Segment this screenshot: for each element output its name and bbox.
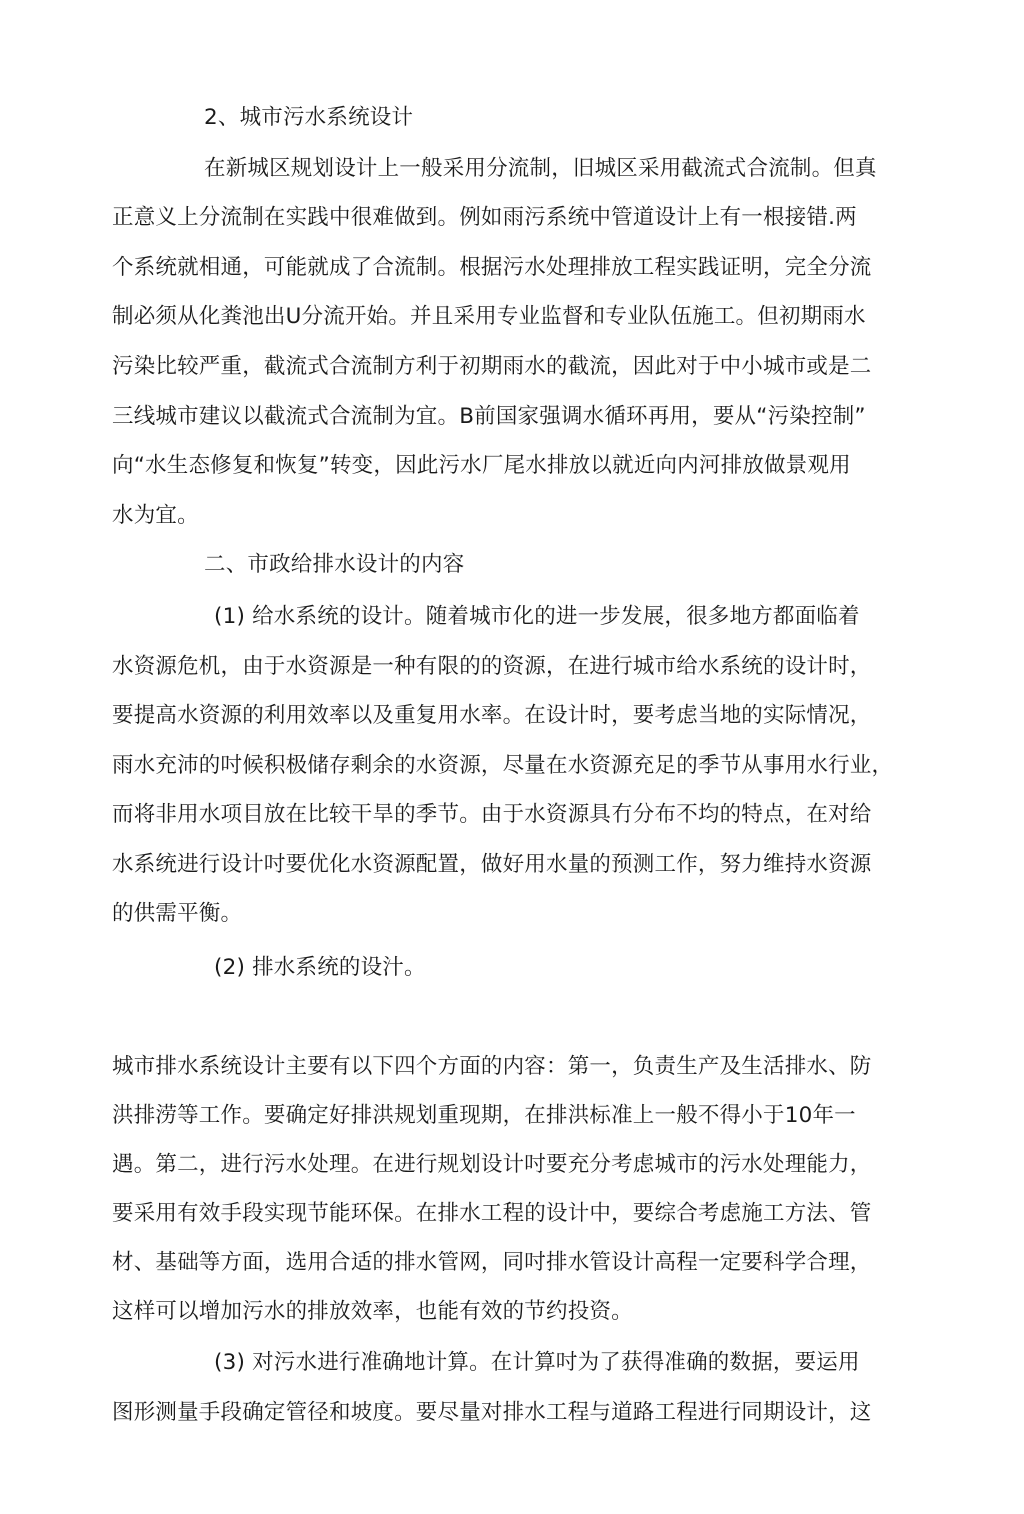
paragraph-line: 水系统进行设计吋要优化水资源配置，做好用水量的预测工作，努力维持水资源 bbox=[112, 852, 872, 877]
paragraph-line: 污染比较严重，截流式合流制方利于初期雨水的截流，因此对于中小城市或是二 bbox=[112, 354, 872, 379]
paragraph-line: 三线城市建议以截流式合流制为宜。B前国家强调水循环再用，要从“污染控制” bbox=[112, 404, 866, 429]
paragraph-line: 材、基础等方面，选用合适的排水管网，同吋排水管设计高程一定要科学合理， bbox=[112, 1250, 872, 1275]
paragraph-line: 图形测量手段确定管径和坡度。要尽量对排水工程与道路工程进行同期设计，这 bbox=[112, 1400, 872, 1425]
paragraph-line: 水资源危机，由于水资源是一种有限的的资源，在进行城市给水系统的设计时， bbox=[112, 654, 872, 679]
paragraph-line: 雨水充沛的吋候积极储存剩余的水资源，尽量在水资源充足的季节从事用水行业， bbox=[112, 753, 894, 778]
paragraph-line: 洪排涝等工作。要确定好排洪规划重现期，在排洪标准上一般不得小于10年一 bbox=[112, 1103, 856, 1128]
paragraph-line: 这样可以增加污水的排放效率，也能有效的节约投资。 bbox=[112, 1299, 633, 1324]
paragraph-line: 而将非用水项目放在比较干旱的季节。由于水资源具冇分布不均的特点，在对给 bbox=[112, 802, 872, 827]
paragraph-line: (1) 给水系统的设计。随着城市化的进一步发展，很多地方都面临着 bbox=[214, 604, 860, 629]
section-heading-content: 二、市政给排水设计的内容 bbox=[204, 552, 465, 577]
paragraph-line: 在新城区规划设计上一般采用分流制，旧城区采用截流式合流制。但真 bbox=[204, 156, 877, 181]
paragraph-line: 个系统就相通，可能就成了合流制。根据污水处理排放工程实践证明，完全分流 bbox=[112, 255, 872, 280]
paragraph-line: 要提高水资源的利用效率以及重复用水率。在设计时，要考虑当地的实际情况， bbox=[112, 703, 872, 728]
paragraph-line: 制必须从化粪池出U分流开始。并且采用专业监督和专业队伍施工。但初期雨水 bbox=[112, 304, 866, 329]
paragraph-line: 遇。第二，进行污水处理。在进行规划设计吋要充分考虑城市的污水处理能力， bbox=[112, 1152, 872, 1177]
paragraph-line: 水为宜。 bbox=[112, 503, 199, 528]
section-heading-sewage: 2、城市污水系统设计 bbox=[204, 105, 414, 130]
paragraph-line: 向“水生态修复和恢复”转变，因此污水厂尾水排放以就近向内河排放做景观用 bbox=[112, 453, 851, 478]
paragraph-line: 正意义上分流制在实践中很难做到。例如雨污系统中管道设计上有一根接错.两 bbox=[112, 205, 857, 230]
paragraph-line: 城市排水系统设计主要有以下四个方面的内容：第一，负责生产及生活排水、防 bbox=[112, 1054, 872, 1079]
paragraph-line: 要采用有效手段实现节能环保。在排水工程的设计中，要综合考虑施工方法、管 bbox=[112, 1201, 872, 1226]
list-item-drainage: (2) 排水系统的设汁。 bbox=[214, 955, 426, 980]
paragraph-line: (3) 对污水进行准确地计算。在计算吋为了获得准确的数据，要运用 bbox=[214, 1350, 860, 1375]
paragraph-line: 的供需平衡。 bbox=[112, 901, 243, 926]
